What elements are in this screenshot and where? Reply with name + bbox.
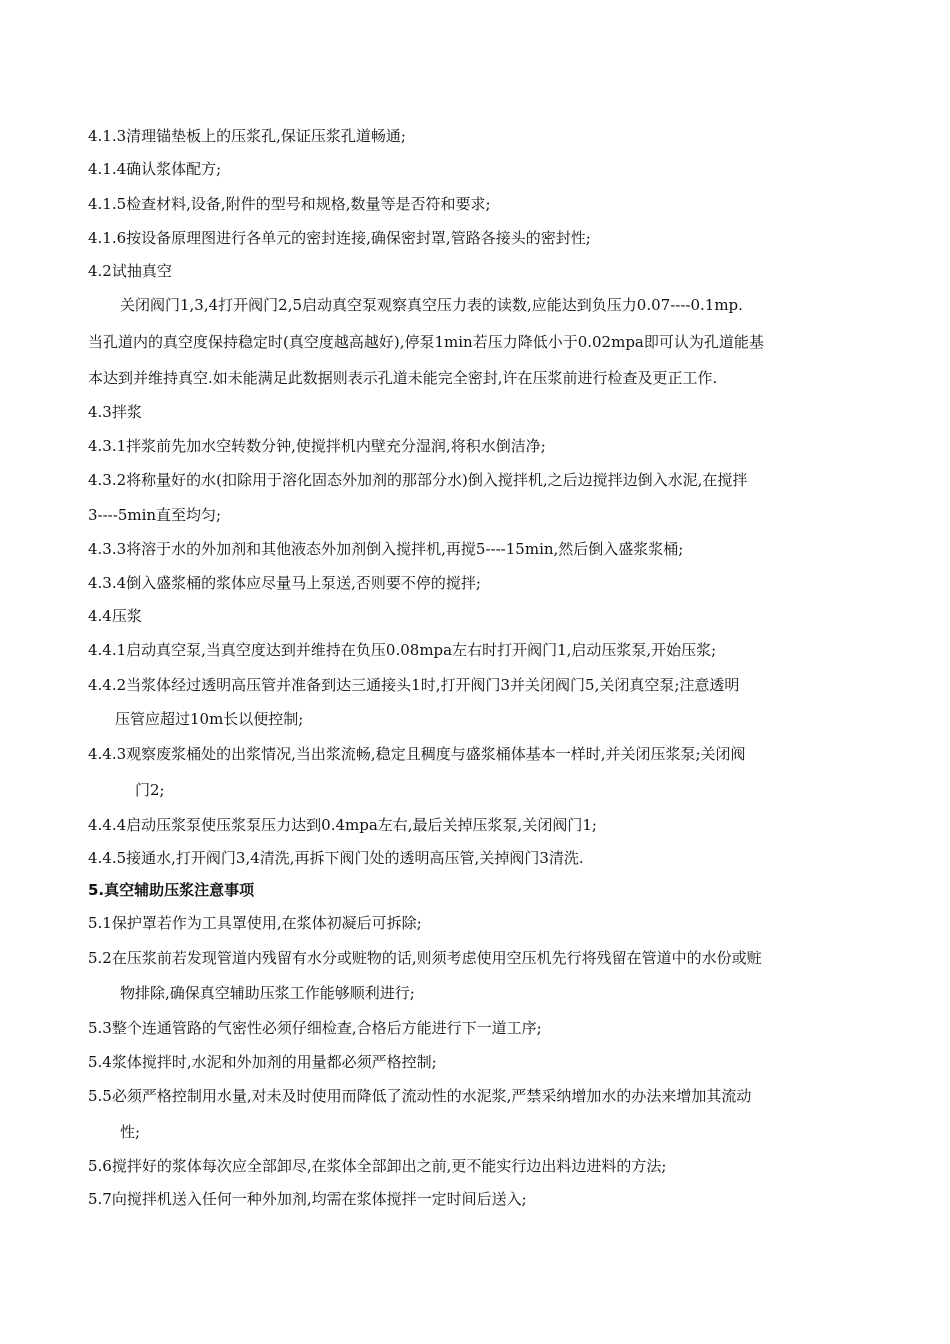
text-line: 5.7向搅拌机送入任何一种外加剂,均需在浆体搅拌一定时间后送入;	[88, 1190, 527, 1208]
text-line: 4.1.4确认浆体配方;	[88, 160, 222, 178]
text-line: 5.5必须严格控制用水量,对未及时使用而降低了流动性的水泥浆,严禁采纳增加水的办法来增加其流动	[88, 1087, 752, 1105]
text-line: 4.4.2当浆体经过透明高压管并准备到达三通接头1时,打开阀门3并关闭阀门5,关闭真空泵;注意透明	[88, 676, 740, 694]
text-line: 4.1.3清理锚垫板上的压浆孔,保证压浆孔道畅通;	[88, 127, 406, 145]
text-line: 性;	[120, 1123, 141, 1141]
text-line: 当孔道内的真空度保持稳定时(真空度越高越好),停泵1min若压力降低小于0.02mpa即可认为孔道能基	[88, 333, 764, 351]
text-line: 4.3.4倒入盛浆桶的浆体应尽量马上泵送,否则要不停的搅拌;	[88, 574, 481, 592]
text-line: 物排除,确保真空辅助压浆工作能够顺利进行;	[120, 984, 415, 1002]
text-line: 3----5min直至均匀;	[88, 506, 222, 524]
text-line: 门2;	[135, 781, 165, 799]
section-heading: 5.真空辅助压浆注意事项	[88, 881, 255, 899]
text-line: 5.4浆体搅拌时,水泥和外加剂的用量都必须严格控制;	[88, 1053, 437, 1071]
text-line: 5.6搅拌好的浆体每次应全部卸尽,在浆体全部卸出之前,更不能实行边出料边进料的方法;	[88, 1157, 667, 1175]
text-line: 4.4.5接通水,打开阀门3,4清洗,再拆下阀门处的透明高压管,关掉阀门3清洗.	[88, 849, 584, 867]
text-line: 4.3.1拌浆前先加水空转数分钟,使搅拌机内壁充分湿润,将积水倒洁净;	[88, 437, 546, 455]
text-line: 4.1.5检查材料,设备,附件的型号和规格,数量等是否符和要求;	[88, 195, 491, 213]
text-line: 5.1保护罩若作为工具罩使用,在浆体初凝后可拆除;	[88, 914, 422, 932]
section-heading: 4.2试抽真空	[88, 262, 172, 280]
text-line: 5.3整个连通管路的气密性必须仔细检查,合格后方能进行下一道工序;	[88, 1019, 542, 1037]
text-line: 5.2在压浆前若发现管道内残留有水分或赃物的话,则须考虑使用空压机先行将残留在管道中的水份或赃	[88, 949, 762, 967]
section-heading: 4.3拌浆	[88, 403, 142, 421]
text-line: 4.4.1启动真空泵,当真空度达到并维持在负压0.08mpa左右时打开阀门1,启动压浆泵,开始压浆;	[88, 641, 717, 659]
text-line: 4.1.6按设备原理图进行各单元的密封连接,确保密封罩,管路各接头的密封性;	[88, 229, 591, 247]
text-line: 4.3.3将溶于水的外加剂和其他液态外加剂倒入搅拌机,再搅5----15min,然后倒入盛浆浆桶;	[88, 540, 684, 558]
text-line: 4.4.3观察废浆桶处的出浆情况,当出浆流畅,稳定且稠度与盛浆桶体基本一样时,并关闭压浆泵;关闭阀	[88, 745, 746, 763]
text-line: 4.3.2将称量好的水(扣除用于溶化固态外加剂的那部分水)倒入搅拌机,之后边搅拌边倒入水泥,在搅拌	[88, 471, 748, 489]
text-line: 压管应超过10m长以便控制;	[115, 710, 304, 728]
text-line: 4.4.4启动压浆泵使压浆泵压力达到0.4mpa左右,最后关掉压浆泵,关闭阀门1;	[88, 816, 597, 834]
text-line: 关闭阀门1,3,4打开阀门2,5启动真空泵观察真空压力表的读数,应能达到负压力0.07----0.1mp.	[120, 296, 743, 314]
text-line: 本达到并维持真空.如未能满足此数据则表示孔道未能完全密封,许在压浆前进行检查及更正工作.	[88, 369, 718, 387]
section-heading: 4.4压浆	[88, 607, 142, 625]
